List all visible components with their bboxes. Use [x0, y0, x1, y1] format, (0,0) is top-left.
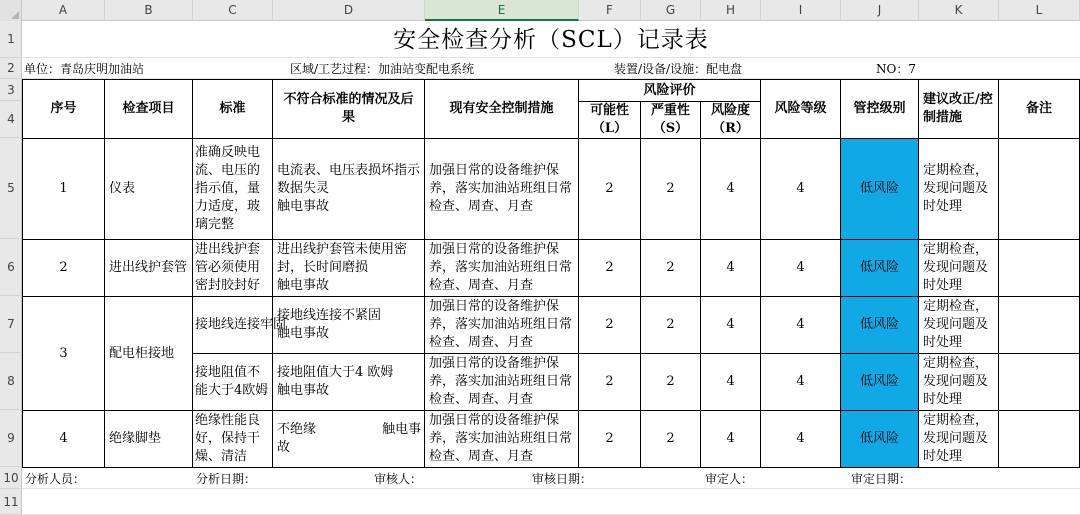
cell-likelihood[interactable]: 2	[578, 296, 641, 354]
row-header-10[interactable]: 10	[0, 467, 22, 489]
header-risk-level[interactable]: 风险等级	[760, 79, 841, 139]
row-header-11[interactable]: 11	[0, 489, 22, 515]
cell-risk-degree[interactable]: 4	[700, 296, 761, 354]
cell-severity[interactable]: 2	[640, 239, 701, 297]
cell-standard[interactable]: 绝缘性能良好，保持干燥、清洁	[192, 410, 273, 468]
column-header-c[interactable]: C	[193, 0, 273, 21]
cell-risk-degree[interactable]: 4	[700, 410, 761, 468]
cell-risk-level[interactable]: 4	[760, 410, 841, 468]
cell-control-level[interactable]: 低风险	[840, 296, 919, 354]
header-controls[interactable]: 现有安全控制措施	[424, 79, 579, 139]
header-item[interactable]: 检查项目	[104, 79, 193, 139]
cell-item[interactable]: 进出线护套管	[104, 239, 193, 297]
row-header-8[interactable]: 8	[0, 353, 22, 410]
column-header-a[interactable]: A	[22, 0, 105, 21]
row-header-4[interactable]: 4	[0, 101, 22, 138]
footer-reviewer[interactable]: 审核人：	[374, 471, 423, 486]
header-standard[interactable]: 标准	[192, 79, 273, 139]
select-all-corner[interactable]	[0, 0, 22, 21]
header-risk-degree[interactable]: 风险度（R）	[700, 101, 761, 139]
row-header-9[interactable]: 9	[0, 410, 22, 467]
row-header-6[interactable]: 6	[0, 239, 22, 296]
cell-nonconform[interactable]: 接地阻值大于4 欧姆 触电事故	[272, 353, 425, 411]
column-header-d[interactable]: D	[273, 0, 425, 21]
footer-analyst[interactable]: 分析人员：	[25, 471, 86, 486]
cell-control-level[interactable]: 低风险	[840, 239, 919, 297]
cell-remark[interactable]	[998, 239, 1080, 297]
cell-controls[interactable]: 加强日常的设备维护保养，落实加油站班组日常检查、周查、月查	[424, 138, 579, 240]
cell-standard[interactable]: 进出线护套管必须使用密封胶封好	[192, 239, 273, 297]
area-label[interactable]: 区域/工艺过程：加油站变配电系统	[290, 61, 475, 76]
cell-severity[interactable]: 2	[640, 353, 701, 411]
cell-likelihood[interactable]: 2	[578, 239, 641, 297]
cell-severity[interactable]: 2	[640, 296, 701, 354]
header-nonconform[interactable]: 不符合标准的情况及后果	[272, 79, 425, 139]
column-header-h[interactable]: H	[701, 0, 761, 21]
cell-standard[interactable]: 接地线连接牢固	[192, 296, 273, 354]
cell-risk-level[interactable]: 4	[760, 296, 841, 354]
cell-item[interactable]: 绝缘脚垫	[104, 410, 193, 468]
cell-risk-degree[interactable]: 4	[700, 353, 761, 411]
column-header-k[interactable]: K	[919, 0, 999, 21]
column-header-j[interactable]: J	[841, 0, 919, 21]
column-header-b[interactable]: B	[105, 0, 193, 21]
cell-suggestion[interactable]: 定期检查，发现问题及时处理	[918, 138, 999, 240]
column-header-i[interactable]: I	[761, 0, 841, 21]
sheet-title[interactable]: 安全检查分析（SCL）记录表	[393, 26, 709, 53]
cell-seq[interactable]: 2	[22, 239, 105, 297]
device-label[interactable]: 装置/设备/设施：配电盘	[614, 61, 743, 76]
column-header-bar	[0, 0, 1080, 21]
column-header-g[interactable]: G	[641, 0, 701, 21]
cell-controls[interactable]: 加强日常的设备维护保养，落实加油站班组日常检查、周查、月查	[424, 410, 579, 468]
cell-nonconform[interactable]: 进出线护套管未使用密封，长时间磨损 触电事故	[272, 239, 425, 297]
row-header-7[interactable]: 7	[0, 296, 22, 353]
cell-control-level[interactable]: 低风险	[840, 353, 919, 411]
column-header-l[interactable]: L	[999, 0, 1080, 21]
cell-risk-level[interactable]: 4	[760, 239, 841, 297]
cell-controls[interactable]: 加强日常的设备维护保养，落实加油站班组日常检查、周查、月查	[424, 296, 579, 354]
row-header-3[interactable]: 3	[0, 79, 22, 101]
cell-standard[interactable]: 接地阻值不能大于4欧姆	[192, 353, 273, 411]
cell-risk-degree[interactable]: 4	[700, 239, 761, 297]
cell-nonconform[interactable]: 不绝缘 触电事故	[272, 410, 425, 468]
header-seq[interactable]: 序号	[22, 79, 105, 139]
cell-remark[interactable]	[998, 296, 1080, 354]
cell-controls[interactable]: 加强日常的设备维护保养，落实加油站班组日常检查、周查、月查	[424, 353, 579, 411]
row-header-2[interactable]: 2	[0, 58, 22, 79]
column-header-f[interactable]: F	[579, 0, 641, 21]
cell-suggestion[interactable]: 定期检查，发现问题及时处理	[918, 239, 999, 297]
cell-risk-level[interactable]: 4	[760, 353, 841, 411]
unit-label[interactable]: 单位：青岛庆明加油站	[24, 61, 145, 76]
cell-severity[interactable]: 2	[640, 410, 701, 468]
cell-nonconform[interactable]: 电流表、电压表损坏指示数据失灵 触电事故	[272, 138, 425, 240]
number-label[interactable]: NO：7	[876, 61, 916, 76]
sheet-grid[interactable]	[22, 21, 1080, 515]
cell-risk-level[interactable]: 4	[760, 138, 841, 240]
cell-suggestion[interactable]: 定期检查，发现问题及时处理	[918, 410, 999, 468]
cell-likelihood[interactable]: 2	[578, 138, 641, 240]
header-control-level[interactable]: 管控级别	[840, 79, 919, 139]
cell-standard[interactable]: 准确反映电流、电压的指示值，量力适度，玻璃完整	[192, 138, 273, 240]
cell-item[interactable]: 配电柜接地	[104, 296, 193, 411]
footer-analysis-date[interactable]: 分析日期：	[196, 471, 257, 486]
header-severity[interactable]: 严重性（S）	[640, 101, 701, 139]
column-header-e[interactable]: E	[425, 0, 579, 21]
cell-nonconform[interactable]: 接地线连接不紧固 触电事故	[272, 296, 425, 354]
cell-likelihood[interactable]: 2	[578, 410, 641, 468]
header-likelihood[interactable]: 可能性（L）	[578, 101, 641, 139]
header-suggestion[interactable]: 建议改正/控制措施	[918, 79, 999, 139]
cell-item[interactable]: 仪表	[104, 138, 193, 240]
cell-remark[interactable]	[998, 410, 1080, 468]
row-header-5[interactable]: 5	[0, 138, 22, 239]
cell-remark[interactable]	[998, 353, 1080, 411]
cell-suggestion[interactable]: 定期检查，发现问题及时处理	[918, 296, 999, 354]
footer-approver[interactable]: 审定人：	[705, 471, 754, 486]
cell-remark[interactable]	[998, 138, 1080, 240]
row-header-bar	[0, 21, 22, 515]
header-remark[interactable]: 备注	[998, 79, 1080, 139]
cell-seq[interactable]: 3	[22, 296, 105, 411]
cell-controls[interactable]: 加强日常的设备维护保养，落实加油站班组日常检查、周查、月查	[424, 239, 579, 297]
cell-severity[interactable]: 2	[640, 138, 701, 240]
cell-suggestion[interactable]: 定期检查，发现问题及时处理	[918, 353, 999, 411]
cell-control-level[interactable]: 低风险	[840, 138, 919, 240]
row-header-1[interactable]: 1	[0, 21, 22, 58]
cell-seq[interactable]: 4	[22, 410, 105, 468]
cell-seq[interactable]: 1	[22, 138, 105, 240]
footer-approve-date[interactable]: 审定日期：	[851, 471, 912, 486]
footer-review-date[interactable]: 审核日期：	[532, 471, 593, 486]
cell-likelihood[interactable]: 2	[578, 353, 641, 411]
header-risk-eval[interactable]: 风险评价	[578, 79, 761, 102]
cell-control-level[interactable]: 低风险	[840, 410, 919, 468]
cell-risk-degree[interactable]: 4	[700, 138, 761, 240]
